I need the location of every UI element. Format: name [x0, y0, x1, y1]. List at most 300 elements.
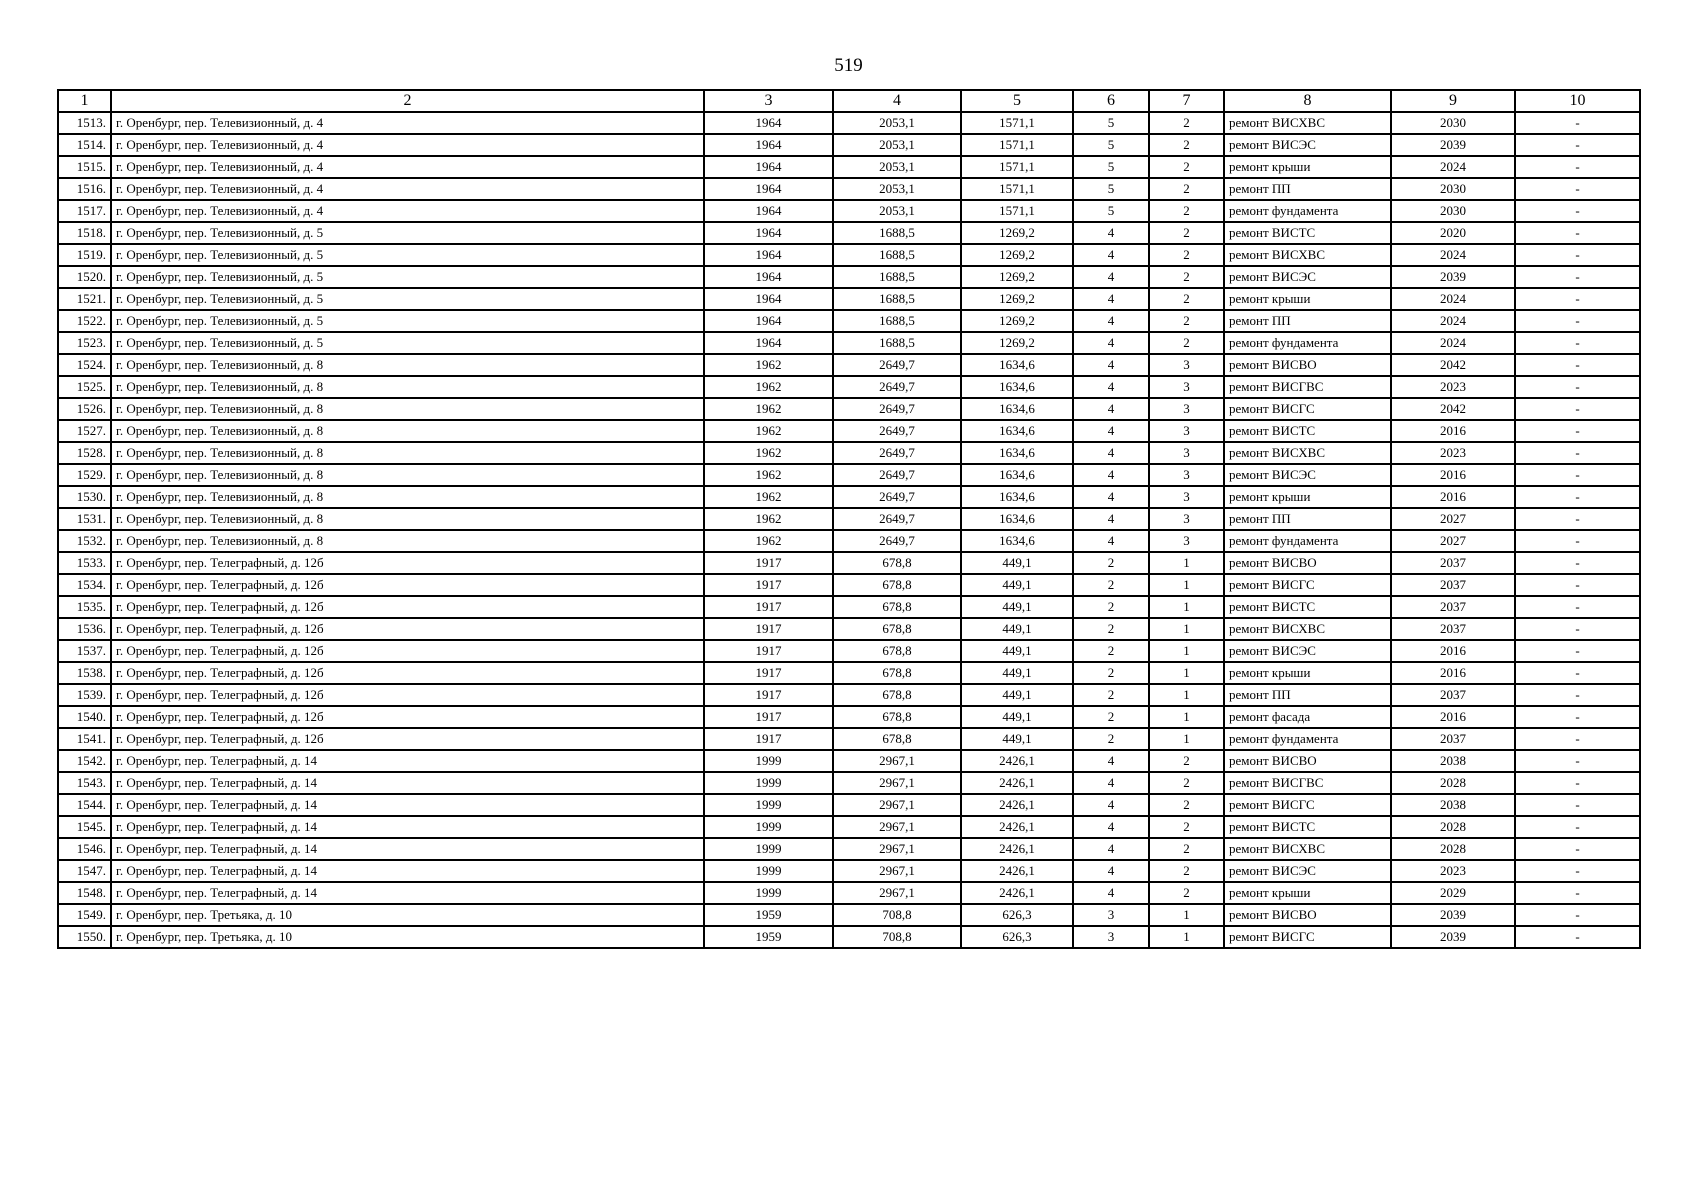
column-header: 4 — [833, 90, 961, 112]
cell-address: г. Оренбург, пер. Телевизионный, д. 8 — [111, 376, 704, 398]
cell-year-built: 1917 — [704, 640, 833, 662]
cell-note: - — [1515, 618, 1640, 640]
cell-living-area: 449,1 — [961, 574, 1073, 596]
cell-note: - — [1515, 398, 1640, 420]
cell-address: г. Оренбург, пер. Телевизионный, д. 5 — [111, 222, 704, 244]
cell-living-area: 449,1 — [961, 640, 1073, 662]
cell-total-area: 2967,1 — [833, 772, 961, 794]
cell-entrances: 1 — [1149, 728, 1224, 750]
cell-row-number: 1530. — [58, 486, 111, 508]
cell-work-type: ремонт ВИСХВС — [1224, 244, 1391, 266]
cell-work-type: ремонт ВИСЭС — [1224, 266, 1391, 288]
cell-entrances: 3 — [1149, 354, 1224, 376]
cell-year-built: 1962 — [704, 508, 833, 530]
cell-work-type: ремонт крыши — [1224, 288, 1391, 310]
cell-address: г. Оренбург, пер. Телевизионный, д. 8 — [111, 486, 704, 508]
cell-row-number: 1519. — [58, 244, 111, 266]
cell-address: г. Оренбург, пер. Телевизионный, д. 4 — [111, 112, 704, 134]
cell-planned-year: 2042 — [1391, 398, 1515, 420]
cell-living-area: 1634,6 — [961, 508, 1073, 530]
cell-floors: 4 — [1073, 266, 1149, 288]
column-header: 10 — [1515, 90, 1640, 112]
cell-year-built: 1917 — [704, 574, 833, 596]
cell-living-area: 1634,6 — [961, 376, 1073, 398]
cell-work-type: ремонт крыши — [1224, 156, 1391, 178]
cell-planned-year: 2030 — [1391, 178, 1515, 200]
cell-entrances: 2 — [1149, 750, 1224, 772]
cell-total-area: 1688,5 — [833, 288, 961, 310]
cell-work-type: ремонт ВИСГС — [1224, 574, 1391, 596]
cell-work-type: ремонт ВИСТС — [1224, 222, 1391, 244]
cell-work-type: ремонт крыши — [1224, 486, 1391, 508]
cell-year-built: 1964 — [704, 244, 833, 266]
cell-work-type: ремонт ПП — [1224, 508, 1391, 530]
cell-planned-year: 2029 — [1391, 882, 1515, 904]
cell-total-area: 2967,1 — [833, 882, 961, 904]
cell-floors: 4 — [1073, 530, 1149, 552]
cell-year-built: 1964 — [704, 222, 833, 244]
cell-row-number: 1544. — [58, 794, 111, 816]
cell-work-type: ремонт крыши — [1224, 882, 1391, 904]
cell-address: г. Оренбург, пер. Телевизионный, д. 5 — [111, 332, 704, 354]
column-header: 7 — [1149, 90, 1224, 112]
cell-planned-year: 2037 — [1391, 684, 1515, 706]
cell-note: - — [1515, 486, 1640, 508]
cell-row-number: 1520. — [58, 266, 111, 288]
cell-note: - — [1515, 244, 1640, 266]
cell-row-number: 1540. — [58, 706, 111, 728]
cell-work-type: ремонт ВИСГС — [1224, 794, 1391, 816]
cell-address: г. Оренбург, пер. Телевизионный, д. 4 — [111, 134, 704, 156]
cell-living-area: 1634,6 — [961, 530, 1073, 552]
cell-work-type: ремонт ВИСХВС — [1224, 838, 1391, 860]
cell-year-built: 1917 — [704, 728, 833, 750]
cell-year-built: 1964 — [704, 200, 833, 222]
cell-note: - — [1515, 310, 1640, 332]
cell-entrances: 2 — [1149, 794, 1224, 816]
cell-work-type: ремонт ВИСГС — [1224, 926, 1391, 948]
cell-total-area: 678,8 — [833, 706, 961, 728]
cell-work-type: ремонт ВИСВО — [1224, 552, 1391, 574]
table-row — [58, 552, 1640, 574]
cell-living-area: 1634,6 — [961, 420, 1073, 442]
cell-floors: 4 — [1073, 420, 1149, 442]
cell-floors: 4 — [1073, 860, 1149, 882]
cell-year-built: 1962 — [704, 486, 833, 508]
cell-work-type: ремонт ВИСХВС — [1224, 442, 1391, 464]
cell-work-type: ремонт ВИСТС — [1224, 420, 1391, 442]
cell-entrances: 2 — [1149, 156, 1224, 178]
cell-planned-year: 2028 — [1391, 772, 1515, 794]
cell-total-area: 678,8 — [833, 684, 961, 706]
cell-floors: 5 — [1073, 200, 1149, 222]
cell-entrances: 2 — [1149, 882, 1224, 904]
cell-note: - — [1515, 354, 1640, 376]
cell-address: г. Оренбург, пер. Телевизионный, д. 4 — [111, 156, 704, 178]
cell-floors: 4 — [1073, 244, 1149, 266]
cell-total-area: 1688,5 — [833, 266, 961, 288]
table-row — [58, 200, 1640, 222]
cell-living-area: 449,1 — [961, 706, 1073, 728]
table-row — [58, 486, 1640, 508]
cell-total-area: 2649,7 — [833, 420, 961, 442]
cell-total-area: 2649,7 — [833, 354, 961, 376]
cell-total-area: 678,8 — [833, 662, 961, 684]
cell-living-area: 626,3 — [961, 904, 1073, 926]
cell-work-type: ремонт ВИСХВС — [1224, 112, 1391, 134]
cell-floors: 4 — [1073, 332, 1149, 354]
cell-year-built: 1964 — [704, 134, 833, 156]
cell-entrances: 3 — [1149, 376, 1224, 398]
cell-row-number: 1527. — [58, 420, 111, 442]
cell-planned-year: 2039 — [1391, 926, 1515, 948]
cell-note: - — [1515, 134, 1640, 156]
cell-note: - — [1515, 442, 1640, 464]
table-row — [58, 728, 1640, 750]
cell-row-number: 1515. — [58, 156, 111, 178]
cell-work-type: ремонт ВИСГВС — [1224, 772, 1391, 794]
table-row — [58, 310, 1640, 332]
cell-year-built: 1917 — [704, 596, 833, 618]
column-header: 6 — [1073, 90, 1149, 112]
cell-planned-year: 2023 — [1391, 442, 1515, 464]
cell-note: - — [1515, 552, 1640, 574]
cell-work-type: ремонт фундамента — [1224, 530, 1391, 552]
column-header: 9 — [1391, 90, 1515, 112]
cell-entrances: 1 — [1149, 574, 1224, 596]
cell-entrances: 1 — [1149, 552, 1224, 574]
cell-row-number: 1539. — [58, 684, 111, 706]
cell-entrances: 2 — [1149, 134, 1224, 156]
cell-note: - — [1515, 332, 1640, 354]
cell-floors: 4 — [1073, 508, 1149, 530]
cell-year-built: 1964 — [704, 112, 833, 134]
cell-address: г. Оренбург, пер. Телевизионный, д. 5 — [111, 266, 704, 288]
table-row — [58, 398, 1640, 420]
cell-total-area: 1688,5 — [833, 244, 961, 266]
cell-note: - — [1515, 266, 1640, 288]
column-header: 2 — [111, 90, 704, 112]
cell-note: - — [1515, 200, 1640, 222]
cell-entrances: 3 — [1149, 508, 1224, 530]
cell-address: г. Оренбург, пер. Телеграфный, д. 12б — [111, 684, 704, 706]
cell-entrances: 1 — [1149, 706, 1224, 728]
cell-row-number: 1541. — [58, 728, 111, 750]
cell-planned-year: 2016 — [1391, 486, 1515, 508]
table-row — [58, 838, 1640, 860]
cell-address: г. Оренбург, пер. Телевизионный, д. 8 — [111, 354, 704, 376]
cell-entrances: 1 — [1149, 596, 1224, 618]
cell-row-number: 1514. — [58, 134, 111, 156]
cell-planned-year: 2024 — [1391, 288, 1515, 310]
cell-note: - — [1515, 926, 1640, 948]
cell-work-type: ремонт ВИСТС — [1224, 816, 1391, 838]
cell-year-built: 1964 — [704, 266, 833, 288]
cell-work-type: ремонт крыши — [1224, 662, 1391, 684]
cell-row-number: 1545. — [58, 816, 111, 838]
cell-living-area: 2426,1 — [961, 772, 1073, 794]
cell-work-type: ремонт ВИСГВС — [1224, 376, 1391, 398]
cell-row-number: 1542. — [58, 750, 111, 772]
cell-total-area: 2649,7 — [833, 530, 961, 552]
cell-year-built: 1964 — [704, 310, 833, 332]
table-row — [58, 156, 1640, 178]
cell-total-area: 2649,7 — [833, 508, 961, 530]
cell-total-area: 678,8 — [833, 640, 961, 662]
cell-living-area: 1571,1 — [961, 200, 1073, 222]
cell-total-area: 2053,1 — [833, 134, 961, 156]
cell-planned-year: 2016 — [1391, 706, 1515, 728]
cell-floors: 2 — [1073, 596, 1149, 618]
cell-address: г. Оренбург, пер. Телеграфный, д. 14 — [111, 816, 704, 838]
page-number: 519 — [834, 55, 863, 76]
cell-total-area: 2053,1 — [833, 200, 961, 222]
cell-total-area: 2649,7 — [833, 398, 961, 420]
table-row — [58, 464, 1640, 486]
cell-floors: 4 — [1073, 376, 1149, 398]
cell-entrances: 2 — [1149, 178, 1224, 200]
cell-work-type: ремонт фундамента — [1224, 728, 1391, 750]
cell-address: г. Оренбург, пер. Телеграфный, д. 12б — [111, 728, 704, 750]
cell-floors: 2 — [1073, 662, 1149, 684]
cell-floors: 2 — [1073, 706, 1149, 728]
cell-entrances: 1 — [1149, 926, 1224, 948]
cell-living-area: 1634,6 — [961, 354, 1073, 376]
cell-note: - — [1515, 662, 1640, 684]
cell-year-built: 1964 — [704, 156, 833, 178]
cell-year-built: 1964 — [704, 178, 833, 200]
cell-work-type: ремонт фундамента — [1224, 200, 1391, 222]
cell-planned-year: 2037 — [1391, 552, 1515, 574]
table-row — [58, 420, 1640, 442]
cell-floors: 2 — [1073, 552, 1149, 574]
cell-planned-year: 2023 — [1391, 376, 1515, 398]
cell-work-type: ремонт ВИСВО — [1224, 354, 1391, 376]
cell-total-area: 2649,7 — [833, 464, 961, 486]
cell-total-area: 1688,5 — [833, 222, 961, 244]
cell-address: г. Оренбург, пер. Телевизионный, д. 8 — [111, 530, 704, 552]
cell-floors: 4 — [1073, 288, 1149, 310]
cell-row-number: 1534. — [58, 574, 111, 596]
column-header: 5 — [961, 90, 1073, 112]
cell-living-area: 626,3 — [961, 926, 1073, 948]
cell-planned-year: 2027 — [1391, 530, 1515, 552]
cell-floors: 5 — [1073, 178, 1149, 200]
cell-floors: 4 — [1073, 310, 1149, 332]
cell-row-number: 1524. — [58, 354, 111, 376]
cell-note: - — [1515, 596, 1640, 618]
table-row — [58, 640, 1640, 662]
cell-address: г. Оренбург, пер. Телевизионный, д. 5 — [111, 310, 704, 332]
cell-entrances: 3 — [1149, 420, 1224, 442]
cell-living-area: 2426,1 — [961, 794, 1073, 816]
cell-note: - — [1515, 706, 1640, 728]
table-row — [58, 244, 1640, 266]
table-row — [58, 662, 1640, 684]
cell-row-number: 1532. — [58, 530, 111, 552]
cell-entrances: 2 — [1149, 838, 1224, 860]
cell-row-number: 1523. — [58, 332, 111, 354]
cell-planned-year: 2028 — [1391, 816, 1515, 838]
cell-entrances: 2 — [1149, 860, 1224, 882]
cell-note: - — [1515, 530, 1640, 552]
cell-planned-year: 2038 — [1391, 794, 1515, 816]
cell-row-number: 1538. — [58, 662, 111, 684]
cell-year-built: 1959 — [704, 904, 833, 926]
cell-living-area: 1269,2 — [961, 332, 1073, 354]
cell-living-area: 449,1 — [961, 684, 1073, 706]
cell-living-area: 1571,1 — [961, 156, 1073, 178]
cell-floors: 4 — [1073, 486, 1149, 508]
cell-living-area: 2426,1 — [961, 882, 1073, 904]
cell-row-number: 1528. — [58, 442, 111, 464]
cell-row-number: 1537. — [58, 640, 111, 662]
cell-floors: 3 — [1073, 926, 1149, 948]
cell-address: г. Оренбург, пер. Телевизионный, д. 5 — [111, 288, 704, 310]
cell-address: г. Оренбург, пер. Телеграфный, д. 12б — [111, 662, 704, 684]
cell-total-area: 1688,5 — [833, 332, 961, 354]
cell-year-built: 1962 — [704, 354, 833, 376]
cell-entrances: 2 — [1149, 816, 1224, 838]
cell-total-area: 2967,1 — [833, 794, 961, 816]
cell-address: г. Оренбург, пер. Телевизионный, д. 8 — [111, 398, 704, 420]
cell-entrances: 3 — [1149, 442, 1224, 464]
cell-planned-year: 2024 — [1391, 332, 1515, 354]
cell-address: г. Оренбург, пер. Телевизионный, д. 8 — [111, 508, 704, 530]
cell-living-area: 2426,1 — [961, 816, 1073, 838]
cell-living-area: 1571,1 — [961, 178, 1073, 200]
cell-address: г. Оренбург, пер. Телеграфный, д. 12б — [111, 596, 704, 618]
table-row — [58, 816, 1640, 838]
table-row — [58, 508, 1640, 530]
cell-year-built: 1959 — [704, 926, 833, 948]
cell-year-built: 1964 — [704, 332, 833, 354]
cell-floors: 4 — [1073, 772, 1149, 794]
cell-total-area: 708,8 — [833, 904, 961, 926]
cell-year-built: 1999 — [704, 860, 833, 882]
cell-work-type: ремонт фасада — [1224, 706, 1391, 728]
cell-floors: 4 — [1073, 750, 1149, 772]
column-header: 3 — [704, 90, 833, 112]
cell-row-number: 1536. — [58, 618, 111, 640]
cell-total-area: 2053,1 — [833, 178, 961, 200]
cell-note: - — [1515, 882, 1640, 904]
cell-row-number: 1535. — [58, 596, 111, 618]
cell-year-built: 1917 — [704, 618, 833, 640]
cell-living-area: 449,1 — [961, 728, 1073, 750]
cell-work-type: ремонт ПП — [1224, 310, 1391, 332]
table-row — [58, 574, 1640, 596]
cell-planned-year: 2039 — [1391, 266, 1515, 288]
cell-floors: 4 — [1073, 398, 1149, 420]
cell-note: - — [1515, 222, 1640, 244]
cell-living-area: 2426,1 — [961, 838, 1073, 860]
cell-planned-year: 2037 — [1391, 618, 1515, 640]
cell-year-built: 1999 — [704, 750, 833, 772]
cell-planned-year: 2024 — [1391, 244, 1515, 266]
cell-total-area: 2053,1 — [833, 156, 961, 178]
cell-row-number: 1525. — [58, 376, 111, 398]
cell-planned-year: 2016 — [1391, 662, 1515, 684]
cell-total-area: 678,8 — [833, 574, 961, 596]
cell-note: - — [1515, 904, 1640, 926]
cell-total-area: 2967,1 — [833, 860, 961, 882]
cell-work-type: ремонт ПП — [1224, 178, 1391, 200]
cell-total-area: 678,8 — [833, 552, 961, 574]
cell-planned-year: 2016 — [1391, 640, 1515, 662]
column-header: 8 — [1224, 90, 1391, 112]
cell-note: - — [1515, 178, 1640, 200]
cell-note: - — [1515, 684, 1640, 706]
cell-year-built: 1917 — [704, 552, 833, 574]
cell-planned-year: 2016 — [1391, 420, 1515, 442]
cell-planned-year: 2037 — [1391, 596, 1515, 618]
cell-row-number: 1549. — [58, 904, 111, 926]
cell-planned-year: 2039 — [1391, 134, 1515, 156]
cell-address: г. Оренбург, пер. Телеграфный, д. 14 — [111, 882, 704, 904]
cell-year-built: 1999 — [704, 882, 833, 904]
cell-address: г. Оренбург, пер. Телеграфный, д. 14 — [111, 794, 704, 816]
cell-year-built: 1962 — [704, 420, 833, 442]
cell-living-area: 1269,2 — [961, 266, 1073, 288]
cell-note: - — [1515, 288, 1640, 310]
cell-entrances: 2 — [1149, 332, 1224, 354]
cell-total-area: 2649,7 — [833, 442, 961, 464]
cell-year-built: 1962 — [704, 376, 833, 398]
cell-living-area: 449,1 — [961, 618, 1073, 640]
cell-year-built: 1964 — [704, 288, 833, 310]
cell-living-area: 1269,2 — [961, 222, 1073, 244]
cell-floors: 2 — [1073, 574, 1149, 596]
cell-total-area: 2649,7 — [833, 486, 961, 508]
cell-entrances: 2 — [1149, 310, 1224, 332]
cell-entrances: 1 — [1149, 662, 1224, 684]
cell-planned-year: 2016 — [1391, 464, 1515, 486]
cell-living-area: 1269,2 — [961, 244, 1073, 266]
cell-living-area: 1634,6 — [961, 486, 1073, 508]
cell-planned-year: 2037 — [1391, 574, 1515, 596]
cell-row-number: 1513. — [58, 112, 111, 134]
table-row — [58, 882, 1640, 904]
cell-total-area: 2967,1 — [833, 816, 961, 838]
cell-floors: 4 — [1073, 816, 1149, 838]
table-body — [58, 112, 1640, 948]
cell-total-area: 708,8 — [833, 926, 961, 948]
cell-planned-year: 2020 — [1391, 222, 1515, 244]
cell-address: г. Оренбург, пер. Телеграфный, д. 14 — [111, 772, 704, 794]
table-row — [58, 442, 1640, 464]
table-row — [58, 376, 1640, 398]
table-row — [58, 266, 1640, 288]
cell-note: - — [1515, 640, 1640, 662]
table-row — [58, 134, 1640, 156]
cell-work-type: ремонт ВИСЭС — [1224, 640, 1391, 662]
cell-row-number: 1543. — [58, 772, 111, 794]
cell-note: - — [1515, 508, 1640, 530]
cell-note: - — [1515, 376, 1640, 398]
table-row — [58, 706, 1640, 728]
cell-note: - — [1515, 112, 1640, 134]
cell-living-area: 449,1 — [961, 552, 1073, 574]
cell-living-area: 449,1 — [961, 662, 1073, 684]
cell-entrances: 3 — [1149, 486, 1224, 508]
cell-year-built: 1999 — [704, 816, 833, 838]
cell-note: - — [1515, 728, 1640, 750]
cell-note: - — [1515, 772, 1640, 794]
cell-row-number: 1531. — [58, 508, 111, 530]
cell-planned-year: 2028 — [1391, 838, 1515, 860]
repair-schedule-table — [57, 89, 1641, 949]
